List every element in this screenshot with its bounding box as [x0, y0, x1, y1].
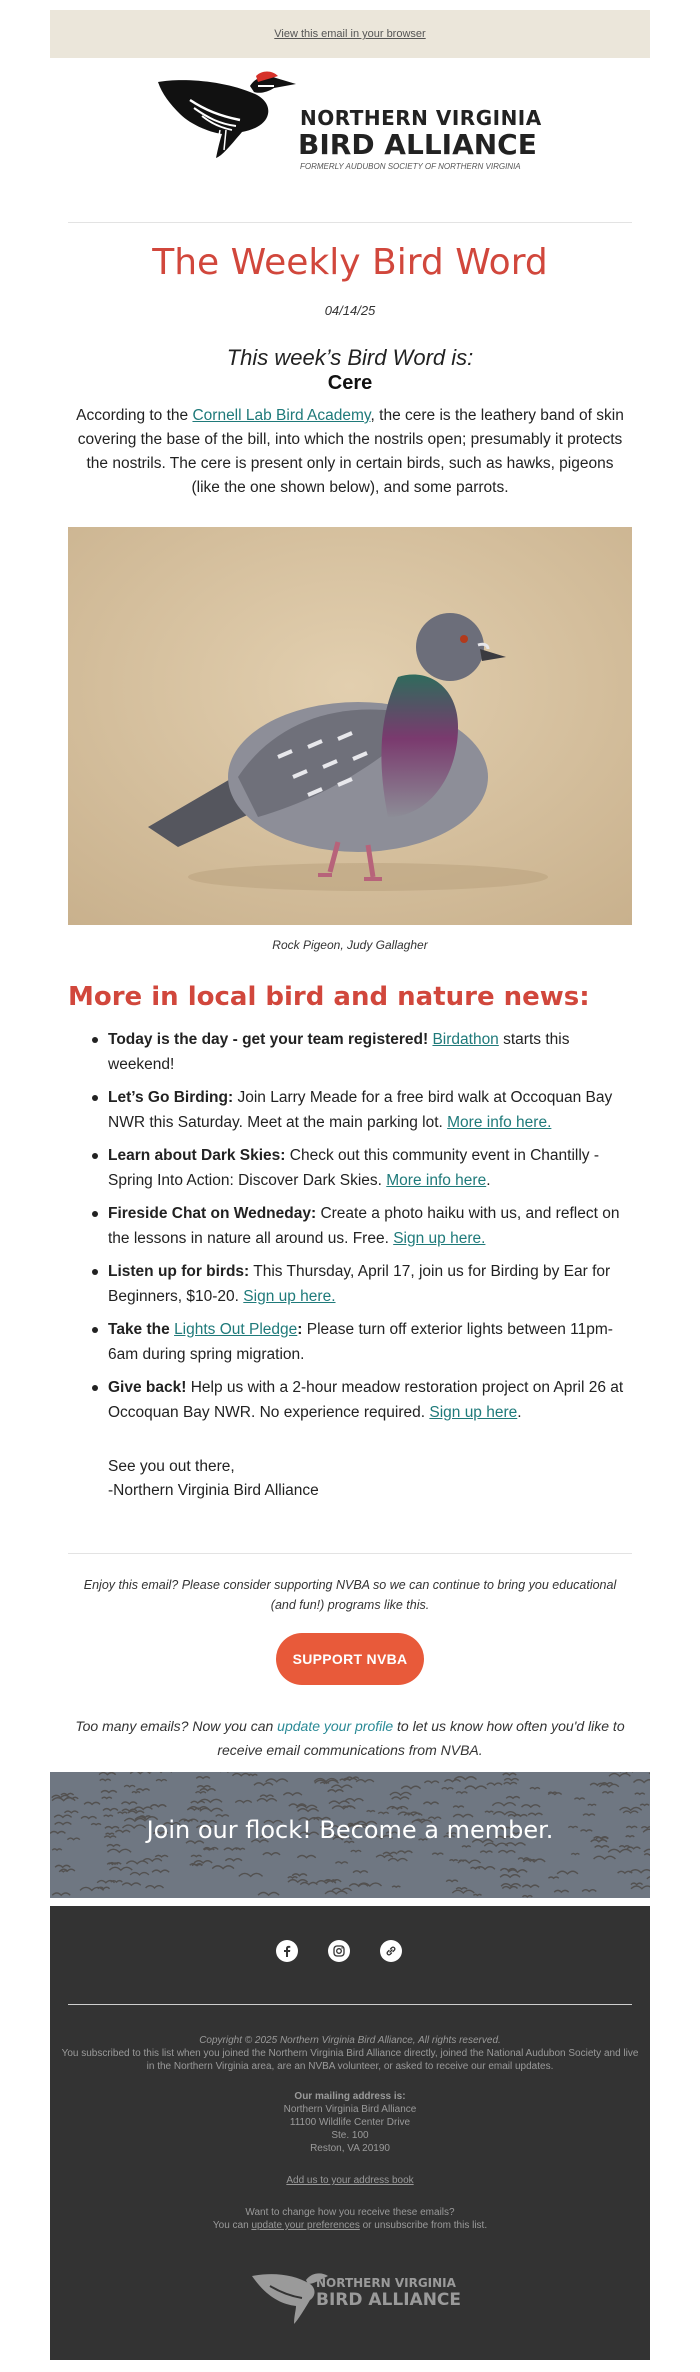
- list-item: [108, 1201, 628, 1251]
- footer-divider: [68, 2004, 632, 2005]
- issue-date: 04/14/25: [324, 303, 376, 318]
- footer-logo-line2: BIRD ALLIANCE: [316, 2290, 462, 2310]
- add-address-book-link[interactable]: Add us to your address book: [286, 2175, 414, 2186]
- change-emails-question: Want to change how you receive these emails?: [245, 2207, 455, 2218]
- banner-text: Join our flock! Become a member.: [146, 1816, 554, 1844]
- logo-line2: BIRD ALLIANCE: [298, 128, 537, 161]
- news-item-text: .: [486, 1172, 491, 1189]
- footer: [50, 1906, 650, 2360]
- update-preferences-link[interactable]: update your preferences: [251, 2220, 360, 2231]
- you-can-text: You can: [212, 2220, 252, 2231]
- list-item: [108, 1317, 628, 1367]
- email-preferences-message: [60, 1714, 640, 1762]
- news-item-text: Check out this community event in Chantilly - Spring Into Action: Discover Dark Skies.: [108, 1147, 600, 1189]
- woodpecker-logo-icon: [150, 70, 300, 160]
- news-item-bold: Learn about Dark Skies:: [108, 1147, 286, 1164]
- view-in-browser-bar: [50, 10, 650, 58]
- flock-bird-icon: [571, 1853, 579, 1854]
- address-line4: Reston, VA 20190: [310, 2143, 390, 2154]
- flock-bird-icon: [588, 1804, 596, 1805]
- news-item-text: Please turn off exterior lights between 11pm-6am during spring migration.: [108, 1321, 613, 1363]
- intro-text-a: According to the: [76, 407, 193, 424]
- header-divider: [68, 222, 632, 223]
- news-item-bold: :: [297, 1321, 303, 1338]
- bullet-icon: [92, 1269, 98, 1275]
- signoff: [108, 1455, 319, 1503]
- news-item-text: This Thursday, April 17, join us for Birding by Ear for Beginners, $10-20.: [108, 1263, 611, 1305]
- facebook-icon[interactable]: [276, 1940, 298, 1962]
- subscription-notice: You subscribed to this list when you joined the Northern Virginia Bird Alliance directly, joined the National Audubon Society and live in the Northern Virginia area, are an NVBA volunteer, or asked to receive our email updates.: [61, 2048, 639, 2072]
- lights-out-pledge-link[interactable]: Lights Out Pledge: [174, 1321, 298, 1338]
- news-item-text: .: [517, 1404, 522, 1421]
- bird-word-lead: This week’s Bird Word is:: [226, 345, 474, 370]
- footer-logo-line1: NORTHERN VIRGINIA: [316, 2276, 456, 2290]
- signoff-line2: -Northern Virginia Bird Alliance: [108, 1482, 319, 1499]
- preferences-row: [60, 2219, 640, 2232]
- bullet-icon: [92, 1037, 98, 1043]
- flock-bird-icon: [367, 1811, 375, 1812]
- news-item-bold: Listen up for birds:: [108, 1263, 250, 1280]
- bullet-icon: [92, 1211, 98, 1217]
- list-item: [108, 1085, 628, 1135]
- copyright: [60, 2034, 640, 2047]
- news-item-bold: Let’s Go Birding:: [108, 1089, 234, 1106]
- footer-logo: [250, 2266, 470, 2336]
- news-list: [108, 1027, 628, 1433]
- flock-bird-icon: [473, 1894, 481, 1895]
- flock-bird-icon: [485, 1811, 493, 1812]
- update-profile-link[interactable]: update your profile: [277, 1718, 394, 1734]
- rock-pigeon-photo: [68, 527, 632, 925]
- intro-text-b: , the cere is the leathery band of skin covering the base of the bill, into which the nostrils open; presumably it protects the nostrils. The cere is present only in certain birds, such as hawks, pigeons (like the one shown below), and some parrots.: [77, 407, 624, 496]
- bullet-icon: [92, 1327, 98, 1333]
- fireside-signup-link[interactable]: Sign up here.: [393, 1230, 486, 1247]
- logo-line1: NORTHERN VIRGINIA: [300, 106, 542, 130]
- flock-bird-icon: [462, 1846, 471, 1847]
- news-item-bold: Fireside Chat on Wedneday:: [108, 1205, 317, 1222]
- address-line2: 11100 Wildlife Center Drive: [289, 2117, 411, 2128]
- membership-banner[interactable]: [50, 1772, 650, 1898]
- news-item-bold: Give back!: [108, 1379, 187, 1396]
- logo-line3: FORMERLY AUDUBON SOCIETY OF NORTHERN VIRGINIA: [300, 162, 521, 171]
- signoff-line1: See you out there,: [108, 1458, 235, 1475]
- list-item: [108, 1375, 628, 1425]
- photo-caption: Rock Pigeon, Judy Gallagher: [272, 938, 428, 952]
- address-line3: Ste. 100: [331, 2130, 369, 2141]
- bullet-icon: [92, 1385, 98, 1391]
- flock-bird-icon: [343, 1806, 352, 1807]
- news-item-text: Help us with a 2-hour meadow restoration project on April 26 at Occoquan Bay NWR. No experience required.: [108, 1379, 624, 1421]
- bullet-icon: [92, 1153, 98, 1159]
- birdathon-link[interactable]: Birdathon: [432, 1031, 499, 1048]
- meadow-signup-link[interactable]: Sign up here: [429, 1404, 518, 1421]
- list-item: [108, 1027, 628, 1077]
- instagram-icon[interactable]: [328, 1940, 350, 1962]
- list-item: [108, 1259, 628, 1309]
- emails-text-a: Too many emails? Now you can: [75, 1718, 278, 1734]
- unsubscribe-text: or unsubscribe from this list.: [359, 2220, 488, 2231]
- dark-skies-info-link[interactable]: More info here: [386, 1172, 487, 1189]
- flock-bird-icon: [392, 1886, 400, 1887]
- link-icon[interactable]: [380, 1940, 402, 1962]
- support-message: Enjoy this email? Please consider supporting NVBA so we can continue to bring you educational (and fun!) programs like this.: [83, 1578, 617, 1612]
- news-item-text: starts this weekend!: [108, 1031, 570, 1073]
- support-nvba-button[interactable]: SUPPORT NVBA: [276, 1633, 424, 1685]
- bird-walk-info-link[interactable]: More info here.: [447, 1114, 552, 1131]
- flock-bird-icon: [59, 1871, 67, 1872]
- intro-paragraph: [75, 404, 625, 500]
- view-in-browser-link[interactable]: View this email in your browser: [274, 28, 426, 40]
- news-item-text: Join Larry Meade for a free bird walk at Occoquan Bay NWR this Saturday. Meet at the main parking lot.: [108, 1089, 613, 1131]
- flock-bird-icon: [132, 1792, 140, 1793]
- copyright-text: Copyright © 2025 Northern Virginia Bird Alliance, All rights reserved.: [199, 2035, 501, 2046]
- emails-text-b: to let us know how often you'd like to receive email communications from NVBA.: [217, 1718, 625, 1758]
- news-heading: More in local bird and nature news:: [68, 982, 590, 1012]
- pigeon-image-icon: [68, 527, 632, 925]
- bird-word: Cere: [327, 372, 373, 394]
- nvba-logo[interactable]: [150, 70, 550, 171]
- birding-by-ear-signup-link[interactable]: Sign up here.: [243, 1288, 336, 1305]
- mailing-address-label: Our mailing address is:: [294, 2091, 406, 2102]
- news-item-bold: Take the: [108, 1321, 170, 1338]
- list-item: [108, 1143, 628, 1193]
- support-divider: [68, 1553, 632, 1554]
- cornell-lab-link[interactable]: Cornell Lab Bird Academy: [192, 407, 371, 424]
- bullet-icon: [92, 1095, 98, 1101]
- news-item-bold: Today is the day - get your team registered!: [108, 1031, 429, 1048]
- address-line1: Northern Virginia Bird Alliance: [283, 2104, 417, 2115]
- flock-bird-icon: [449, 1860, 457, 1861]
- flock-bird-icon: [649, 1773, 650, 1774]
- address-book-row: [60, 2174, 640, 2187]
- page-title: The Weekly Bird Word: [152, 242, 548, 283]
- news-item-text: Create a photo haiku with us, and reflect on the lessons in nature all around us. Free.: [108, 1205, 620, 1247]
